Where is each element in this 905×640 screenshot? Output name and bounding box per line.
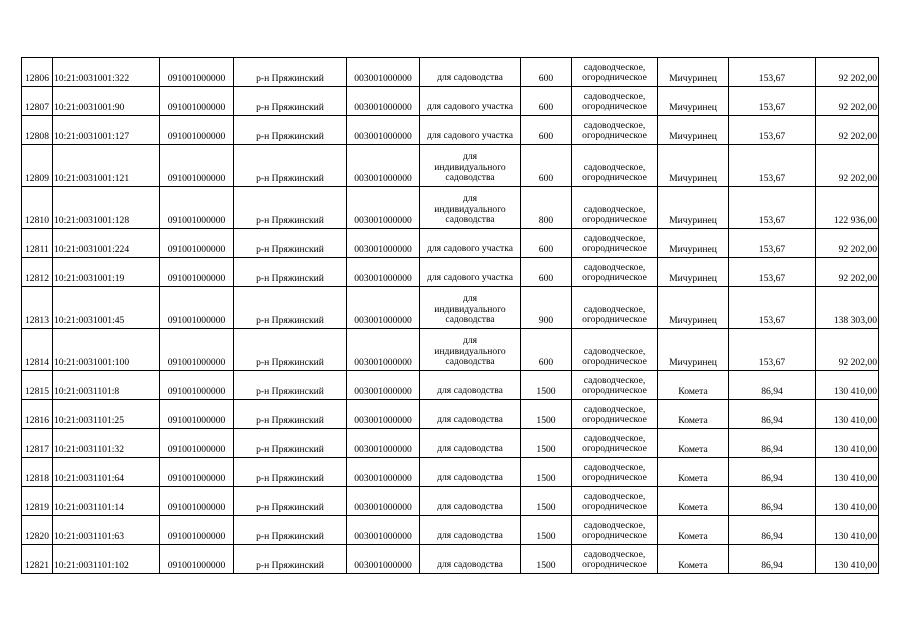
district-cell: р-н Пряжинский [234, 116, 347, 145]
specific-value-cell: 153,67 [729, 229, 816, 258]
category-cell [572, 329, 658, 371]
category-line: садоводческое, [583, 403, 646, 415]
district-cell: р-н Пряжинский [234, 400, 347, 429]
cadastral-number-cell: 10:21:0031001:45 [53, 287, 160, 329]
row-number-cell: 12818 [22, 458, 53, 487]
district-cell: р-н Пряжинский [234, 516, 347, 545]
category-line: огородническое [582, 72, 647, 84]
okato-code-cell: 091001000000 [160, 116, 234, 145]
permitted-use-line: для [462, 150, 478, 162]
specific-value-cell: 153,67 [729, 187, 816, 229]
category-line: садоводческое, [583, 61, 646, 73]
specific-value-cell: 153,67 [729, 145, 816, 187]
row-number-cell: 12816 [22, 400, 53, 429]
table-row [22, 145, 879, 187]
table-row [22, 458, 879, 487]
settlement-cell: Комета [658, 429, 729, 458]
cadastral-value-cell: 92 202,00 [816, 329, 879, 371]
settlement-cell: Мичуринец [658, 58, 729, 87]
cadastral-value-cell: 92 202,00 [816, 258, 879, 287]
district-cell: р-н Пряжинский [234, 87, 347, 116]
settlement-cell: Мичуринец [658, 116, 729, 145]
area-cell: 1500 [521, 458, 572, 487]
row-number-cell: 12807 [22, 87, 53, 116]
okato-code-cell: 091001000000 [160, 287, 234, 329]
oktmo-code-cell: 003001000000 [347, 516, 420, 545]
district-cell: р-н Пряжинский [234, 58, 347, 87]
permitted-use-line: для садоводства [437, 414, 503, 426]
category-cell [572, 145, 658, 187]
permitted-use-cell [420, 58, 521, 87]
district-cell: р-н Пряжинский [234, 545, 347, 574]
cadastral-value-cell: 130 410,00 [816, 516, 879, 545]
permitted-use-line: для садоводства [437, 530, 503, 542]
category-line: огородническое [582, 101, 647, 113]
category-line: огородническое [582, 385, 647, 397]
settlement-cell: Мичуринец [658, 145, 729, 187]
permitted-use-cell [420, 87, 521, 116]
row-number-cell: 12808 [22, 116, 53, 145]
cadastral-number-cell: 10:21:0031001:121 [53, 145, 160, 187]
oktmo-code-cell: 003001000000 [347, 329, 420, 371]
okato-code-cell: 091001000000 [160, 371, 234, 400]
district-cell: р-н Пряжинский [234, 187, 347, 229]
oktmo-code-cell: 003001000000 [347, 229, 420, 258]
permitted-use-line: для садоводства [437, 443, 503, 455]
row-number-cell: 12810 [22, 187, 53, 229]
category-line: садоводческое, [583, 345, 646, 357]
permitted-use-cell [420, 329, 521, 371]
okato-code-cell: 091001000000 [160, 429, 234, 458]
table-row [22, 287, 879, 329]
category-cell [572, 258, 658, 287]
permitted-use-line: для садоводства [437, 501, 503, 513]
area-cell: 1500 [521, 429, 572, 458]
okato-code-cell: 091001000000 [160, 145, 234, 187]
oktmo-code-cell: 003001000000 [347, 545, 420, 574]
category-line: огородническое [582, 414, 647, 426]
row-number-cell: 12815 [22, 371, 53, 400]
category-cell [572, 229, 658, 258]
row-number-cell: 12813 [22, 287, 53, 329]
cadastral-value-cell: 130 410,00 [816, 400, 879, 429]
oktmo-code-cell: 003001000000 [347, 487, 420, 516]
cadastral-value-cell: 130 410,00 [816, 371, 879, 400]
area-cell: 600 [521, 58, 572, 87]
cadastral-value-cell: 130 410,00 [816, 487, 879, 516]
oktmo-code-cell: 003001000000 [347, 287, 420, 329]
permitted-use-cell [420, 516, 521, 545]
table-row [22, 229, 879, 258]
category-line: огородническое [582, 472, 647, 484]
district-cell: р-н Пряжинский [234, 329, 347, 371]
table-row [22, 516, 879, 545]
permitted-use-line: для [462, 292, 478, 304]
cadastral-value-cell: 130 410,00 [816, 545, 879, 574]
permitted-use-cell [420, 371, 521, 400]
specific-value-cell: 153,67 [729, 116, 816, 145]
category-line: садоводческое, [583, 119, 646, 131]
table-row [22, 87, 879, 116]
settlement-cell: Комета [658, 400, 729, 429]
cadastral-value-cell: 92 202,00 [816, 145, 879, 187]
cadastral-value-cell: 138 303,00 [816, 287, 879, 329]
settlement-cell: Мичуринец [658, 287, 729, 329]
oktmo-code-cell: 003001000000 [347, 429, 420, 458]
table-row [22, 371, 879, 400]
oktmo-code-cell: 003001000000 [347, 145, 420, 187]
permitted-use-cell [420, 400, 521, 429]
category-cell [572, 545, 658, 574]
category-cell [572, 287, 658, 329]
okato-code-cell: 091001000000 [160, 487, 234, 516]
district-cell: р-н Пряжинский [234, 258, 347, 287]
permitted-use-line: для садоводства [437, 72, 503, 84]
table-row [22, 429, 879, 458]
permitted-use-line: индивидуального [434, 203, 506, 215]
category-line: огородническое [582, 356, 647, 368]
okato-code-cell: 091001000000 [160, 400, 234, 429]
row-number-cell: 12819 [22, 487, 53, 516]
district-cell: р-н Пряжинский [234, 287, 347, 329]
specific-value-cell: 86,94 [729, 400, 816, 429]
permitted-use-line: садоводства [445, 314, 495, 326]
oktmo-code-cell: 003001000000 [347, 371, 420, 400]
district-cell: р-н Пряжинский [234, 229, 347, 258]
cadastral-number-cell: 10:21:0031001:224 [53, 229, 160, 258]
specific-value-cell: 86,94 [729, 545, 816, 574]
category-line: огородническое [582, 530, 647, 542]
oktmo-code-cell: 003001000000 [347, 87, 420, 116]
cadastral-number-cell: 10:21:0031101:25 [53, 400, 160, 429]
category-line: садоводческое, [583, 232, 646, 244]
oktmo-code-cell: 003001000000 [347, 58, 420, 87]
area-cell: 1500 [521, 516, 572, 545]
permitted-use-line: индивидуального [434, 161, 506, 173]
okato-code-cell: 091001000000 [160, 258, 234, 287]
area-cell: 600 [521, 329, 572, 371]
specific-value-cell: 86,94 [729, 487, 816, 516]
permitted-use-line: для садового участка [426, 272, 514, 284]
okato-code-cell: 091001000000 [160, 545, 234, 574]
category-line: огородническое [582, 314, 647, 326]
cadastral-number-cell: 10:21:0031101:63 [53, 516, 160, 545]
cadastral-number-cell: 10:21:0031001:19 [53, 258, 160, 287]
cadastral-value-cell: 92 202,00 [816, 229, 879, 258]
cadastral-number-cell: 10:21:0031001:100 [53, 329, 160, 371]
category-cell [572, 400, 658, 429]
category-cell [572, 371, 658, 400]
cadastral-value-cell: 122 936,00 [816, 187, 879, 229]
cadastral-number-cell: 10:21:0031001:128 [53, 187, 160, 229]
category-line: садоводческое, [583, 303, 646, 315]
settlement-cell: Комета [658, 458, 729, 487]
cadastral-number-cell: 10:21:0031001:322 [53, 58, 160, 87]
area-cell: 900 [521, 287, 572, 329]
specific-value-cell: 86,94 [729, 429, 816, 458]
permitted-use-line: индивидуального [434, 345, 506, 357]
table-row [22, 487, 879, 516]
document-page [21, 57, 877, 574]
permitted-use-cell [420, 545, 521, 574]
category-line: огородническое [582, 272, 647, 284]
permitted-use-line: садоводства [445, 356, 495, 368]
area-cell: 800 [521, 187, 572, 229]
specific-value-cell: 86,94 [729, 516, 816, 545]
cadastral-value-cell: 92 202,00 [816, 116, 879, 145]
category-line: садоводческое, [583, 90, 646, 102]
permitted-use-line: для садоводства [437, 559, 503, 571]
oktmo-code-cell: 003001000000 [347, 400, 420, 429]
category-cell [572, 58, 658, 87]
area-cell: 1500 [521, 487, 572, 516]
settlement-cell: Мичуринец [658, 329, 729, 371]
area-cell: 1500 [521, 371, 572, 400]
specific-value-cell: 153,67 [729, 87, 816, 116]
permitted-use-line: для садового участка [426, 101, 514, 113]
permitted-use-line: для садоводства [437, 472, 503, 484]
okato-code-cell: 091001000000 [160, 516, 234, 545]
permitted-use-cell [420, 458, 521, 487]
permitted-use-line: для садового участка [426, 243, 514, 255]
category-line: садоводческое, [583, 548, 646, 560]
permitted-use-line: садоводства [445, 172, 495, 184]
category-cell [572, 187, 658, 229]
category-line: садоводческое, [583, 161, 646, 173]
category-cell [572, 487, 658, 516]
table-row [22, 400, 879, 429]
area-cell: 600 [521, 258, 572, 287]
permitted-use-cell [420, 116, 521, 145]
district-cell: р-н Пряжинский [234, 429, 347, 458]
category-line: садоводческое, [583, 490, 646, 502]
settlement-cell: Комета [658, 487, 729, 516]
category-line: садоводческое, [583, 519, 646, 531]
category-line: огородническое [582, 501, 647, 513]
cadastral-number-cell: 10:21:0031001:127 [53, 116, 160, 145]
area-cell: 600 [521, 87, 572, 116]
okato-code-cell: 091001000000 [160, 58, 234, 87]
area-cell: 600 [521, 116, 572, 145]
table-row [22, 187, 879, 229]
category-line: огородническое [582, 443, 647, 455]
cadastral-number-cell: 10:21:0031101:64 [53, 458, 160, 487]
table-row [22, 58, 879, 87]
settlement-cell: Мичуринец [658, 229, 729, 258]
settlement-cell: Мичуринец [658, 87, 729, 116]
category-line: садоводческое, [583, 374, 646, 386]
permitted-use-line: индивидуального [434, 303, 506, 315]
settlement-cell: Мичуринец [658, 258, 729, 287]
specific-value-cell: 153,67 [729, 58, 816, 87]
table-row [22, 329, 879, 371]
permitted-use-line: садоводства [445, 214, 495, 226]
category-cell [572, 458, 658, 487]
land-plots-table [21, 57, 879, 574]
permitted-use-cell [420, 429, 521, 458]
okato-code-cell: 091001000000 [160, 187, 234, 229]
category-line: огородническое [582, 243, 647, 255]
row-number-cell: 12812 [22, 258, 53, 287]
permitted-use-line: для садоводства [437, 385, 503, 397]
category-line: садоводческое, [583, 432, 646, 444]
category-line: огородническое [582, 214, 647, 226]
permitted-use-cell [420, 187, 521, 229]
row-number-cell: 12821 [22, 545, 53, 574]
oktmo-code-cell: 003001000000 [347, 458, 420, 487]
category-line: огородническое [582, 172, 647, 184]
row-number-cell: 12809 [22, 145, 53, 187]
table-row [22, 545, 879, 574]
row-number-cell: 12820 [22, 516, 53, 545]
oktmo-code-cell: 003001000000 [347, 187, 420, 229]
category-cell [572, 516, 658, 545]
permitted-use-cell [420, 258, 521, 287]
specific-value-cell: 86,94 [729, 371, 816, 400]
table-row [22, 258, 879, 287]
category-line: огородническое [582, 559, 647, 571]
specific-value-cell: 153,67 [729, 258, 816, 287]
table-row [22, 116, 879, 145]
district-cell: р-н Пряжинский [234, 458, 347, 487]
category-cell [572, 116, 658, 145]
cadastral-value-cell: 130 410,00 [816, 429, 879, 458]
okato-code-cell: 091001000000 [160, 329, 234, 371]
cadastral-number-cell: 10:21:0031001:90 [53, 87, 160, 116]
permitted-use-cell [420, 487, 521, 516]
permitted-use-line: для [462, 192, 478, 204]
specific-value-cell: 153,67 [729, 287, 816, 329]
oktmo-code-cell: 003001000000 [347, 116, 420, 145]
area-cell: 600 [521, 145, 572, 187]
permitted-use-cell [420, 145, 521, 187]
permitted-use-cell [420, 229, 521, 258]
district-cell: р-н Пряжинский [234, 487, 347, 516]
okato-code-cell: 091001000000 [160, 458, 234, 487]
cadastral-value-cell: 130 410,00 [816, 458, 879, 487]
cadastral-value-cell: 92 202,00 [816, 87, 879, 116]
cadastral-number-cell: 10:21:0031101:14 [53, 487, 160, 516]
settlement-cell: Комета [658, 371, 729, 400]
area-cell: 1500 [521, 400, 572, 429]
cadastral-number-cell: 10:21:0031101:32 [53, 429, 160, 458]
settlement-cell: Мичуринец [658, 187, 729, 229]
permitted-use-line: для садового участка [426, 130, 514, 142]
row-number-cell: 12811 [22, 229, 53, 258]
category-line: садоводческое, [583, 461, 646, 473]
okato-code-cell: 091001000000 [160, 229, 234, 258]
district-cell: р-н Пряжинский [234, 145, 347, 187]
cadastral-number-cell: 10:21:0031101:8 [53, 371, 160, 400]
category-cell [572, 429, 658, 458]
permitted-use-line: для [462, 334, 478, 346]
settlement-cell: Комета [658, 545, 729, 574]
row-number-cell: 12814 [22, 329, 53, 371]
permitted-use-cell [420, 287, 521, 329]
specific-value-cell: 86,94 [729, 458, 816, 487]
oktmo-code-cell: 003001000000 [347, 258, 420, 287]
district-cell: р-н Пряжинский [234, 371, 347, 400]
category-line: садоводческое, [583, 261, 646, 273]
cadastral-value-cell: 92 202,00 [816, 58, 879, 87]
settlement-cell: Комета [658, 516, 729, 545]
cadastral-number-cell: 10:21:0031101:102 [53, 545, 160, 574]
row-number-cell: 12817 [22, 429, 53, 458]
specific-value-cell: 153,67 [729, 329, 816, 371]
okato-code-cell: 091001000000 [160, 87, 234, 116]
category-line: садоводческое, [583, 203, 646, 215]
category-line: огородническое [582, 130, 647, 142]
area-cell: 1500 [521, 545, 572, 574]
row-number-cell: 12806 [22, 58, 53, 87]
category-cell [572, 87, 658, 116]
area-cell: 600 [521, 229, 572, 258]
